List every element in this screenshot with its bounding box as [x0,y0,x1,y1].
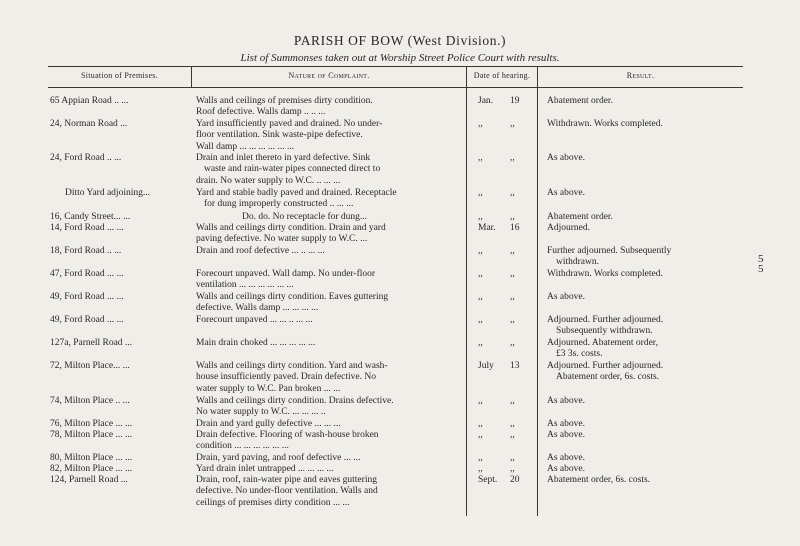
result-line: As above. [547,419,585,429]
complaint-line: waste and rain-water pipes connected direct to [204,164,381,175]
date-month: Mar. [478,223,496,233]
complaint-line: Forecourt unpaved. Wall damp. No under-floor [196,269,376,279]
result-line: As above. [547,153,585,163]
date-day: ,, [510,153,515,163]
date-month: ,, [478,419,483,429]
complaint-line: house insufficiently paved. Drain defective. No [196,372,377,383]
column-divider [466,66,467,516]
page-number: 5 5 [758,253,764,275]
complaint-line: Yard insufficiently paved and drained. No under- [196,119,383,129]
complaint-line: paving defective. No water supply to W.C. ... [196,234,368,245]
date-day: 13 [510,361,520,371]
result-line: As above. [547,396,585,406]
header-situation: Situation of Premises. [80,71,159,80]
complaint-line: Walls and ceilings dirty condition. Eaves guttering [196,292,389,302]
situation-cell: 14, Ford Road ... ... [50,223,124,233]
complaint-line: ceilings of premises dirty condition ... ... [196,497,350,508]
date-day: ,, [510,396,515,406]
situation-cell: 76, Milton Place ... ... [50,419,133,429]
date-day: ,, [510,453,515,463]
complaint-line: floor ventilation. Sink waste-pipe defective. [196,130,363,141]
date-month: ,, [478,269,483,279]
date-day: ,, [510,464,515,474]
result-line: Adjourned. Further adjourned. [547,315,664,325]
situation-cell: 80, Milton Place ... ... [50,453,133,463]
result-line: Abatement order, 6s. costs. [556,372,660,383]
complaint-line: defective. No under-floor ventilation. Walls and [196,486,378,497]
page-subtitle: List of Summonses taken out at Worship Street Police Court with results. [240,52,560,64]
date-month: ,, [478,338,483,348]
situation-cell: 24, Ford Road .. ... [50,153,122,163]
situation-cell: 72, Milton Place... ... [50,361,130,371]
situation-cell: 65 Appian Road .. ... [50,96,129,106]
date-day: 16 [510,223,520,233]
date-month: Jan. [478,96,494,106]
result-line: Abatement order. [547,212,613,222]
date-day: 19 [510,96,520,106]
complaint-line: Wall damp ... ... ... ... ... ... [196,141,295,152]
date-month: ,, [478,153,483,163]
date-month: ,, [478,464,483,474]
complaint-line: No water supply to W.C. ... ... ... .. [196,407,326,418]
complaint-line: Drain, yard paving, and roof defective ... ... [196,453,361,463]
situation-cell: 82, Milton Place ... ... [50,464,133,474]
complaint-line: Walls and ceilings dirty condition. Drains defective. [196,396,394,406]
situation-cell: Ditto Yard adjoining... [65,188,150,198]
date-day: ,, [510,119,515,129]
result-line: Subsequently withdrawn. [556,326,653,337]
result-line: As above. [547,430,585,440]
table-top-rule [48,66,743,67]
situation-cell: 18, Ford Road .. ... [50,246,122,256]
complaint-line: condition ... ... ... ... ... ... [196,441,289,452]
date-month: July [478,361,494,371]
result-line: As above. [547,453,585,463]
complaint-line: Drain defective. Flooring of wash-house broken [196,430,379,440]
situation-cell: 16, Candy Street... ... [50,212,131,222]
result-line: As above. [547,292,585,302]
result-line: Abatement order, 6s. costs. [547,475,651,485]
date-day: ,, [510,419,515,429]
result-line: Adjourned. [547,223,591,233]
header-rule [48,87,743,88]
result-line: Adjourned. Abatement order, [547,338,658,348]
situation-cell: 47, Ford Road ... ... [50,269,124,279]
complaint-line: Yard and stable badly paved and drained. Receptacle [196,188,397,198]
complaint-line: Drain, roof, rain-water pipe and eaves guttering [196,475,377,485]
complaint-line: Walls and ceilings dirty condition. Drain and yard [196,223,386,233]
situation-cell: 24, Norman Road ... [50,119,128,129]
result-line: Adjourned. Further adjourned. [547,361,664,371]
date-day: ,, [510,188,515,198]
date-month: ,, [478,119,483,129]
date-day: ,, [510,315,515,325]
complaint-line: for dung improperly constructed .. ... ... [204,199,354,210]
date-day: ,, [510,430,515,440]
situation-cell: 124, Parnell Road ... [50,475,128,485]
date-day: ,, [510,246,515,256]
complaint-line: Yard drain inlet untrapped ... ... ... ... [196,464,334,474]
page-title: PARISH OF BOW (West Division.) [293,33,507,48]
complaint-line: defective. Walls damp ... ... ... ... [196,303,319,314]
complaint-line: ventilation ... ... ... ... ... ... [196,280,294,291]
date-day: ,, [510,338,515,348]
situation-cell: 74, Milton Place .. ... [50,396,130,406]
situation-cell: 49, Ford Road ... ... [50,315,124,325]
date-month: ,, [478,430,483,440]
complaint-line: Walls and ceilings dirty condition. Yard and wash- [196,361,388,371]
result-line: Further adjourned. Subsequently [547,246,672,256]
result-line: As above. [547,188,585,198]
result-line: £3 3s. costs. [556,349,603,360]
result-line: Withdrawn. Works completed. [547,269,663,279]
complaint-line: Forecourt unpaved ... ... .. ... ... [196,315,313,325]
result-line: Withdrawn. Works completed. [547,119,663,129]
date-month: ,, [478,396,483,406]
complaint-line: Walls and ceilings of premises dirty condition. [196,96,373,106]
date-day: ,, [510,292,515,302]
situation-cell: 49, Ford Road ... ... [50,292,124,302]
date-day: ,, [510,212,515,222]
complaint-line: water supply to W.C. Pan broken ... ... [196,383,341,394]
complaint-line: Main drain choked ... ... ... ... ... [196,338,316,348]
date-day: 20 [510,475,520,485]
complaint-line: drain. No water supply to W.C. .. ... ... [196,175,341,186]
complaint-line: Do. do. No receptacle for dung... [242,212,368,222]
result-line: Abatement order. [547,96,613,106]
result-line: withdrawn. [556,257,600,268]
header-result: Result. [626,71,655,80]
date-month: ,, [478,453,483,463]
complaint-line: Drain and inlet thereto in yard defective. Sink [196,153,371,163]
header-date: Date of hearing. [473,71,531,80]
header-complaint: Nature of Complaint. [288,71,370,80]
date-month: ,, [478,212,483,222]
date-day: ,, [510,269,515,279]
result-line: As above. [547,464,585,474]
date-month: ,, [478,246,483,256]
complaint-line: Drain and yard gully defective ... ... ... [196,419,341,429]
column-divider [537,66,538,516]
date-month: ,, [478,292,483,302]
date-month: Sept. [478,475,498,485]
situation-cell: 78, Milton Place ... ... [50,430,133,440]
date-month: ,, [478,315,483,325]
complaint-line: Roof defective. Walls damp .. .. ... [196,107,326,118]
complaint-line: Drain and roof defective ... .. ... ... [196,246,325,256]
situation-cell: 127a, Parnell Road ... [50,338,133,348]
date-month: ,, [478,188,483,198]
